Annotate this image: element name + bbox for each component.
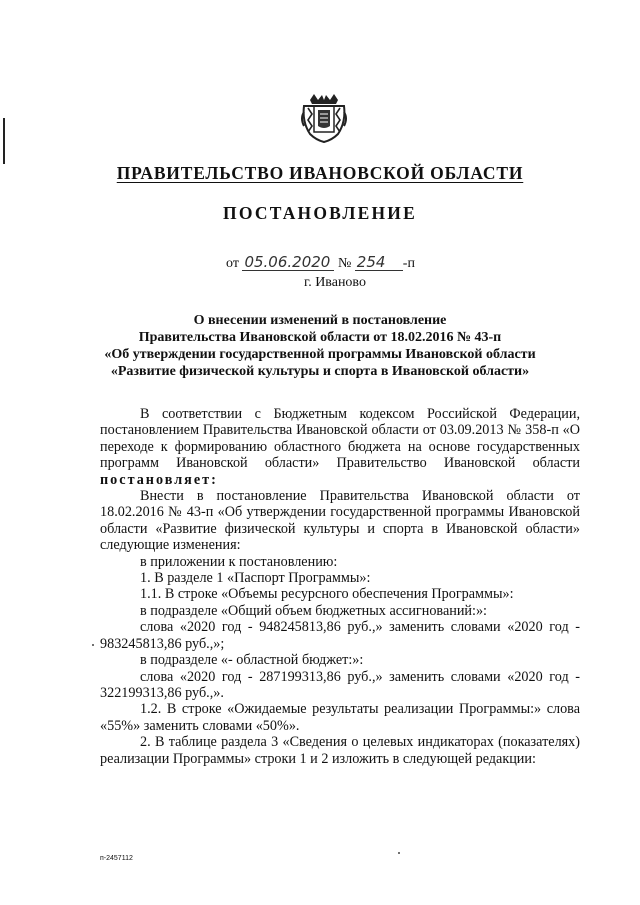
footer-code: п-2457112 xyxy=(100,855,133,862)
paragraph: в подразделе «- областной бюджет:»: xyxy=(140,652,364,669)
paragraph: слова «2020 год - 948245813,86 руб.,» заменить словами «2020 год - 983245813,86 руб.,»; xyxy=(100,619,580,652)
preamble-text: В соответствии с Бюджетным кодексом Российской Федерации, постановлением Правительства Ивановской области от 03.09.2013 № 358-п «О переходе к формированию областного бюджета на основе государственных программ Ивановской области» Правительство Ивановской области xyxy=(100,406,580,472)
paragraph: 1.1. В строке «Объемы ресурсного обеспечения Программы»: xyxy=(140,586,514,603)
city: г. Иваново xyxy=(304,275,366,290)
date-number-line xyxy=(226,254,415,272)
subject-line: О внесении изменений в постановление xyxy=(193,313,447,328)
paragraph-preamble xyxy=(100,406,580,488)
stray-mark xyxy=(398,852,400,854)
margin-mark xyxy=(3,118,5,164)
handwritten-date: 05.06.2020 xyxy=(242,254,334,271)
from-label: от xyxy=(226,256,239,271)
paragraph: 1.2. В строке «Ожидаемые результаты реализации Программы:» слова «55%» заменить словами «50%». xyxy=(100,701,580,734)
paragraph: Внести в постановление Правительства Ивановской области от 18.02.2016 № 43-п «Об утверждении государственной программы Ивановской области «Развитие физической культуры и спорта в Ивановской области» следующие изменения: xyxy=(100,488,580,554)
subject-line: «Об утверждении государственной программы Ивановской области xyxy=(104,347,536,362)
paragraph: 1. В разделе 1 «Паспорт Программы»: xyxy=(140,570,371,587)
paragraph: 2. В таблице раздела 3 «Сведения о целевых индикаторах (показателях) реализации Программы» строки 1 и 2 изложить в следующей редакции: xyxy=(100,734,580,767)
subject-line: «Развитие физической культуры и спорта в Ивановской области» xyxy=(110,364,530,379)
government-title: ПРАВИТЕЛЬСТВО ИВАНОВСКОЙ ОБЛАСТИ xyxy=(116,163,524,183)
subject-line: Правительства Ивановской области от 18.02.2016 № 43-п xyxy=(138,330,502,345)
number-label: № xyxy=(337,256,352,271)
handwritten-number: 254 xyxy=(355,254,403,271)
paragraph: в приложении к постановлению: xyxy=(140,553,338,570)
number-suffix: -п xyxy=(402,256,415,271)
subject-block xyxy=(60,312,580,380)
paragraph: слова «2020 год - 287199313,86 руб.,» заменить словами «2020 год - 322199313,86 руб.,». xyxy=(100,668,580,701)
decree-word: постановляет: xyxy=(100,471,218,488)
body-text xyxy=(100,406,580,767)
paragraph: в подразделе «Общий объем бюджетных ассигнований:»: xyxy=(140,602,487,619)
coat-of-arms-emblem xyxy=(300,92,348,144)
document-type: ПОСТАНОВЛЕНИЕ xyxy=(223,203,417,223)
stray-mark xyxy=(92,644,94,646)
